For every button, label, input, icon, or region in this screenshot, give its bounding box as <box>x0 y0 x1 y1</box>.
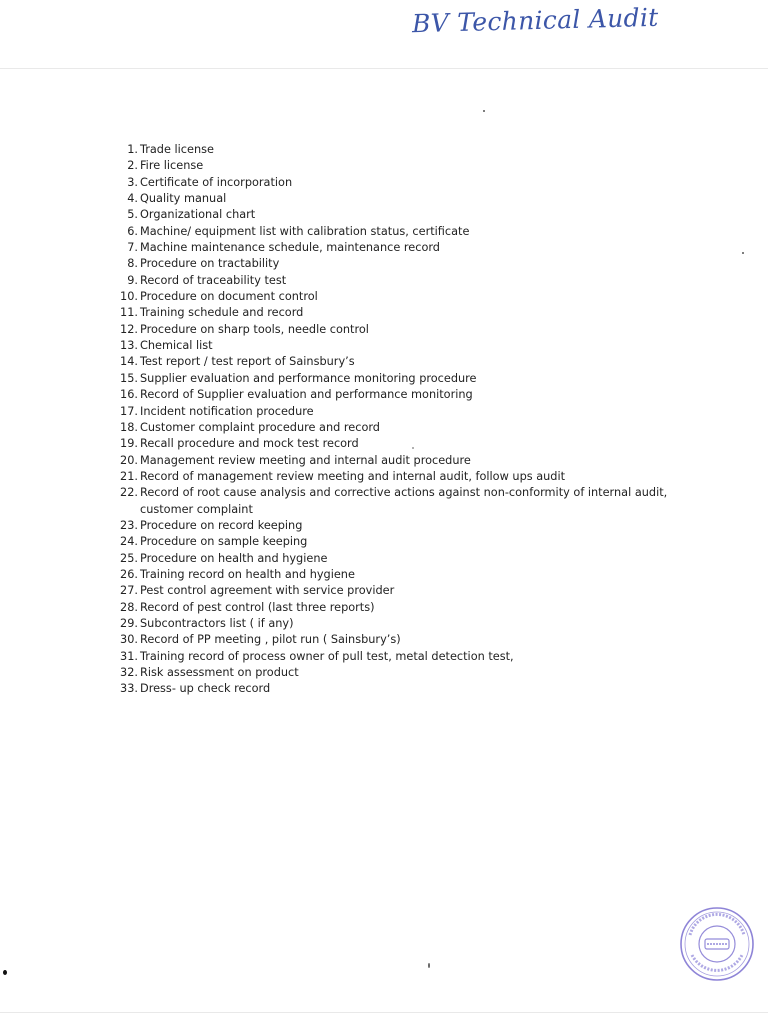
checklist-item-number: 22. <box>120 486 138 500</box>
checklist-item-text: Certificate of incorporation <box>140 175 293 189</box>
checklist-item <box>116 534 667 550</box>
checklist-item-number: 13. <box>120 339 138 353</box>
checklist-item-text: Trade license <box>140 143 214 156</box>
checklist-item-text: Organizational chart <box>140 208 256 222</box>
checklist-item-text: Incident notification procedure <box>140 404 314 418</box>
checklist-item-number: 25. <box>120 551 138 565</box>
checklist-item <box>116 371 667 387</box>
scan-speck <box>3 970 7 975</box>
handwritten-title: BV Technical Audit <box>411 2 659 39</box>
checklist-item-number: 12. <box>120 322 138 336</box>
checklist-item <box>116 436 667 452</box>
checklist-item-text: Training record of process owner of pull test, metal detection test, <box>140 649 514 663</box>
checklist-item-number: 19. <box>120 437 138 451</box>
checklist-item <box>116 289 667 305</box>
checklist-item-number: 26. <box>120 567 138 581</box>
checklist-item <box>116 158 667 174</box>
checklist-item <box>116 649 667 665</box>
company-seal-stamp <box>678 905 756 983</box>
checklist-item-text: Machine/ equipment list with calibration status, certificate <box>140 224 470 238</box>
checklist-item <box>116 600 667 616</box>
checklist-item-number: 11. <box>120 306 138 320</box>
checklist-item <box>116 567 667 583</box>
checklist-item-text: customer complaint <box>140 502 253 516</box>
checklist-item-number: 24. <box>120 535 138 549</box>
checklist-item-text: Recall procedure and mock test record <box>140 437 359 451</box>
checklist-item <box>116 632 667 648</box>
checklist-item-number: 18. <box>120 420 138 434</box>
checklist-item <box>116 681 667 697</box>
checklist-item <box>116 322 667 338</box>
checklist-item-text: Procedure on sharp tools, needle control <box>140 322 369 336</box>
checklist-item-text: Quality manual <box>140 192 227 206</box>
checklist-item <box>116 485 667 501</box>
checklist-item-text: Pest control agreement with service provider <box>140 584 395 598</box>
checklist-item-number: 20. <box>120 453 138 467</box>
checklist-item-number: 9. <box>127 273 138 287</box>
checklist-item-text: Fire license <box>140 159 204 173</box>
checklist-item-number: 4. <box>127 192 138 206</box>
checklist-item-text: Supplier evaluation and performance monitoring procedure <box>140 371 477 385</box>
checklist-item-number: 23. <box>120 518 138 532</box>
checklist-item <box>116 502 667 518</box>
checklist-item <box>116 354 667 370</box>
checklist-item-number: 17. <box>120 404 138 418</box>
checklist-item-text: Chemical list <box>140 339 213 353</box>
checklist-item-number: 3. <box>127 175 138 189</box>
checklist-item <box>116 256 667 272</box>
checklist-item <box>116 142 667 158</box>
checklist-item-text: Test report / test report of Sainsbury’s <box>140 355 355 369</box>
checklist-item-number: 16. <box>120 388 138 402</box>
checklist-item <box>116 518 667 534</box>
checklist-item-text: Record of Supplier evaluation and performance monitoring <box>140 388 473 402</box>
checklist-item-text: Procedure on record keeping <box>140 518 303 532</box>
checklist-item-number: 29. <box>120 616 138 630</box>
checklist-item <box>116 387 667 403</box>
checklist-item <box>116 469 667 485</box>
checklist-item <box>116 224 667 240</box>
checklist-item-number: 21. <box>120 469 138 483</box>
checklist-item-number: 8. <box>127 257 138 271</box>
checklist-item <box>116 305 667 321</box>
checklist-item-text: Procedure on tractability <box>140 257 280 271</box>
checklist-item <box>116 616 667 632</box>
checklist-item-number: 6. <box>127 224 138 238</box>
checklist-item-number: 10. <box>120 290 138 304</box>
scan-speck <box>742 252 744 254</box>
checklist-item-number: 31. <box>120 649 138 663</box>
checklist-item-number: 7. <box>127 241 138 255</box>
checklist-item-text: Procedure on health and hygiene <box>140 551 328 565</box>
scan-speck <box>483 110 485 112</box>
checklist-item-text: Record of root cause analysis and corrective actions against non-conformity of internal audit, <box>140 486 668 500</box>
checklist-item-text: Dress- up check record <box>140 682 271 696</box>
checklist-item <box>116 175 667 191</box>
checklist-item-text: Management review meeting and internal audit procedure <box>140 453 471 467</box>
checklist-item-text: Record of PP meeting , pilot run ( Sainsbury’s) <box>140 633 401 647</box>
checklist-item-text: Machine maintenance schedule, maintenance record <box>140 241 440 255</box>
checklist-item <box>116 191 667 207</box>
checklist-item <box>116 338 667 354</box>
checklist-item <box>116 420 667 436</box>
checklist-item <box>116 240 667 256</box>
checklist-item-text: Training record on health and hygiene <box>140 567 355 581</box>
scan-speck <box>428 963 430 968</box>
checklist-item <box>116 583 667 599</box>
checklist-item-text: Record of pest control (last three reports) <box>140 600 375 614</box>
checklist-item-text: Risk assessment on product <box>140 666 299 679</box>
checklist-item-text: Subcontractors list ( if any) <box>140 616 294 630</box>
checklist-item-number: 1. <box>127 143 138 156</box>
checklist-item-text: Training schedule and record <box>140 306 304 320</box>
checklist-item <box>116 404 667 420</box>
checklist-item-text: Procedure on sample keeping <box>140 535 308 549</box>
checklist-item-number: 27. <box>120 584 138 598</box>
scan-line-bottom <box>0 1012 768 1013</box>
scan-line-top <box>0 68 768 69</box>
checklist-item-text: Customer complaint procedure and record <box>140 420 380 434</box>
checklist-item <box>116 665 667 681</box>
checklist-item-number: 15. <box>120 371 138 385</box>
checklist-item-text: Record of management review meeting and internal audit, follow ups audit <box>140 469 566 483</box>
checklist-item-text: Record of traceability test <box>140 273 287 287</box>
checklist-item-number: 30. <box>120 633 138 647</box>
checklist-item-number <box>116 502 138 518</box>
checklist-item-number: 28. <box>120 600 138 614</box>
checklist-item-number: 14. <box>120 355 138 369</box>
checklist-item-number: 33. <box>120 682 138 696</box>
checklist-item <box>116 273 667 289</box>
checklist-item <box>116 453 667 469</box>
scan-speck <box>412 447 414 449</box>
document-checklist <box>116 142 667 698</box>
checklist-item-number: 32. <box>120 666 138 679</box>
checklist-item-text: Procedure on document control <box>140 290 318 304</box>
checklist-item <box>116 551 667 567</box>
checklist-item-number: 2. <box>127 159 138 173</box>
checklist-item-number: 5. <box>127 208 138 222</box>
checklist-item <box>116 207 667 223</box>
